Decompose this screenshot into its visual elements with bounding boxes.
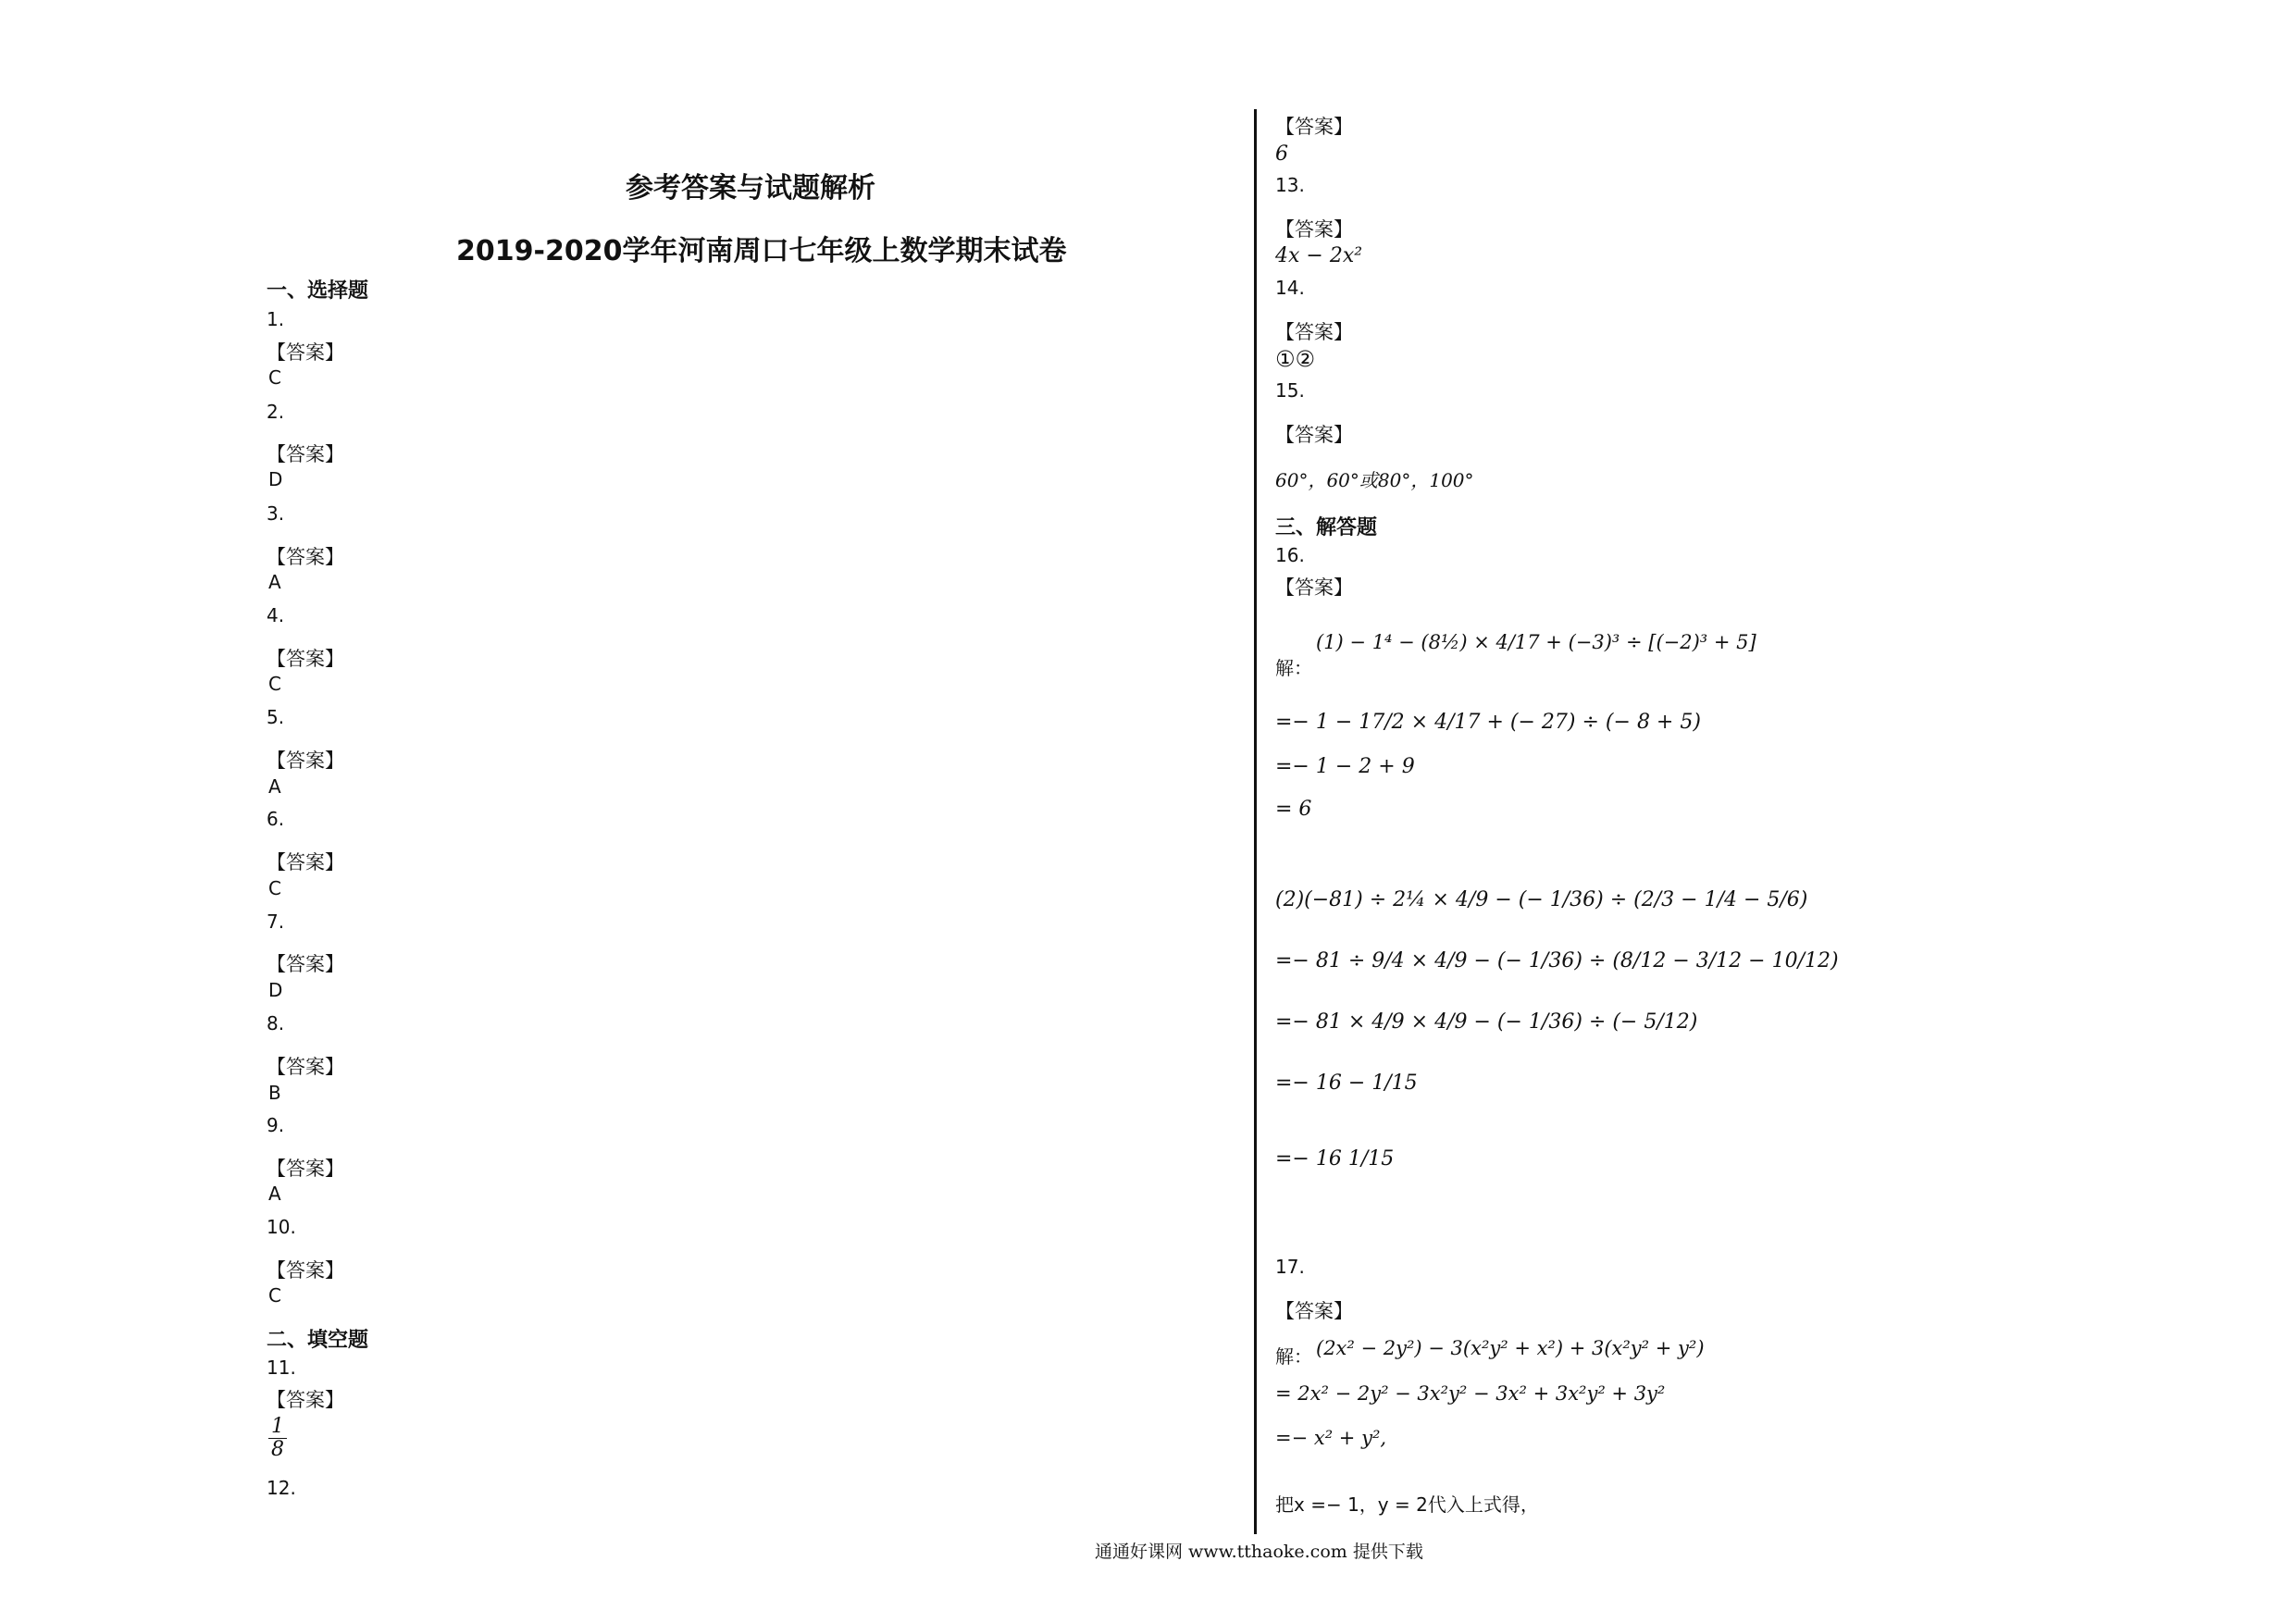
math-line: 把x =− 1，y = 2代入上式得， (1275, 1493, 1539, 1516)
answer-value: ①② (1275, 346, 1316, 372)
answer-tag: 【答案】 (1275, 218, 1353, 241)
math-line: = 6 (1275, 798, 1312, 821)
math-line: =− 81 × 4/9 × 4/9 − (− 1/36) ÷ (− 5/12) (1275, 1010, 1698, 1034)
section-solution-heading: 三、解答题 (1275, 516, 1378, 539)
answer-value: A (268, 775, 281, 798)
math-line: =− 81 ÷ 9/4 × 4/9 − (− 1/36) ÷ (8/12 − 3/12 − 10/12) (1275, 949, 1839, 973)
answer-value: C (268, 366, 281, 389)
answer-tag: 【答案】 (1275, 576, 1353, 599)
math-line: =− 16 1/15 (1275, 1147, 1395, 1171)
question-number: 5. (267, 706, 285, 728)
exam-subtitle: 2019-2020学年河南周口七年级上数学期末试卷 (456, 235, 1067, 267)
answer-tag: 【答案】 (267, 750, 344, 772)
question-number: 7. (267, 911, 285, 933)
answer-value: C (268, 1284, 281, 1307)
question-number: 11. (267, 1357, 296, 1379)
answer-tag: 【答案】 (267, 1389, 344, 1411)
page-title: 参考答案与试题解析 (626, 172, 875, 204)
answer-value: C (268, 877, 281, 899)
column-divider (1254, 109, 1257, 1534)
question-number: 10. (267, 1216, 296, 1238)
answer-value: D (268, 468, 283, 490)
answer-tag: 【答案】 (267, 851, 344, 873)
question-number: 16. (1275, 544, 1305, 566)
answer-tag: 【答案】 (267, 648, 344, 670)
question-number: 8. (267, 1012, 285, 1035)
math-line: =− 16 − 1/15 (1275, 1072, 1418, 1095)
answer-value: D (268, 979, 283, 1001)
question-number: 14. (1275, 277, 1305, 299)
answer-value: 60°，60°或80°，100° (1275, 469, 1474, 491)
math-line: (1) − 1⁴ − (8½) × 4/17 + (−3)³ ÷ [(−2)³ + 5] (1316, 631, 1756, 653)
question-number: 2. (267, 401, 285, 423)
question-number: 12. (267, 1477, 296, 1499)
math-line: =− 1 − 17/2 × 4/17 + (− 27) ÷ (− 8 + 5) (1275, 711, 1701, 734)
section-fill-heading: 二、填空题 (267, 1329, 369, 1352)
solve-label: 解： (1275, 657, 1312, 679)
question-number: 9. (267, 1114, 285, 1136)
question-number: 15. (1275, 379, 1305, 402)
answer-value: A (268, 571, 281, 593)
answer-tag: 【答案】 (267, 953, 344, 975)
question-number: 17. (1275, 1256, 1305, 1278)
answer-value: 6 (1275, 142, 1288, 166)
answer-tag: 【答案】 (267, 341, 344, 364)
question-number: 6. (267, 808, 285, 830)
question-number: 3. (267, 502, 285, 525)
answer-tag: 【答案】 (1275, 116, 1353, 138)
math-line: =− x² + y², (1275, 1427, 1387, 1449)
math-line: = 2x² − 2y² − 3x²y² − 3x² + 3x²y² + 3y² (1275, 1382, 1666, 1405)
answer-value: A (268, 1183, 281, 1205)
answer-tag: 【答案】 (267, 1158, 344, 1180)
question-number: 1. (267, 308, 285, 330)
answer-tag: 【答案】 (267, 1056, 344, 1078)
answer-tag: 【答案】 (267, 443, 344, 465)
section-choice-heading: 一、选择题 (267, 279, 369, 303)
answer-tag: 【答案】 (1275, 1300, 1353, 1322)
answer-value: B (268, 1082, 281, 1104)
answer-tag: 【答案】 (267, 1259, 344, 1282)
math-line: (2x² − 2y²) − 3(x²y² + x²) + 3(x²y² + y²) (1316, 1337, 1705, 1359)
math-line: (2)(−81) ÷ 2¼ × 4/9 − (− 1/36) ÷ (2/3 − 1/4 − 5/6) (1275, 888, 1808, 911)
solve-label: 解： (1275, 1345, 1312, 1368)
answer-fraction (267, 1416, 289, 1461)
page-footer: 通通好课网 www.tthaoke.com 提供下载 (1095, 1542, 1423, 1562)
question-number: 4. (267, 604, 285, 626)
fraction-numerator: 1 (268, 1416, 287, 1439)
question-number: 13. (1275, 174, 1305, 196)
answer-value: 4x − 2x² (1275, 244, 1363, 267)
right-column (1275, 0, 2201, 1623)
answer-tag: 【答案】 (267, 546, 344, 568)
fraction-denominator: 8 (271, 1438, 284, 1462)
answer-tag: 【答案】 (1275, 424, 1353, 446)
answer-value: C (268, 673, 281, 695)
answer-tag: 【答案】 (1275, 321, 1353, 343)
left-column (267, 0, 1229, 1623)
math-line: =− 1 − 2 + 9 (1275, 755, 1415, 778)
